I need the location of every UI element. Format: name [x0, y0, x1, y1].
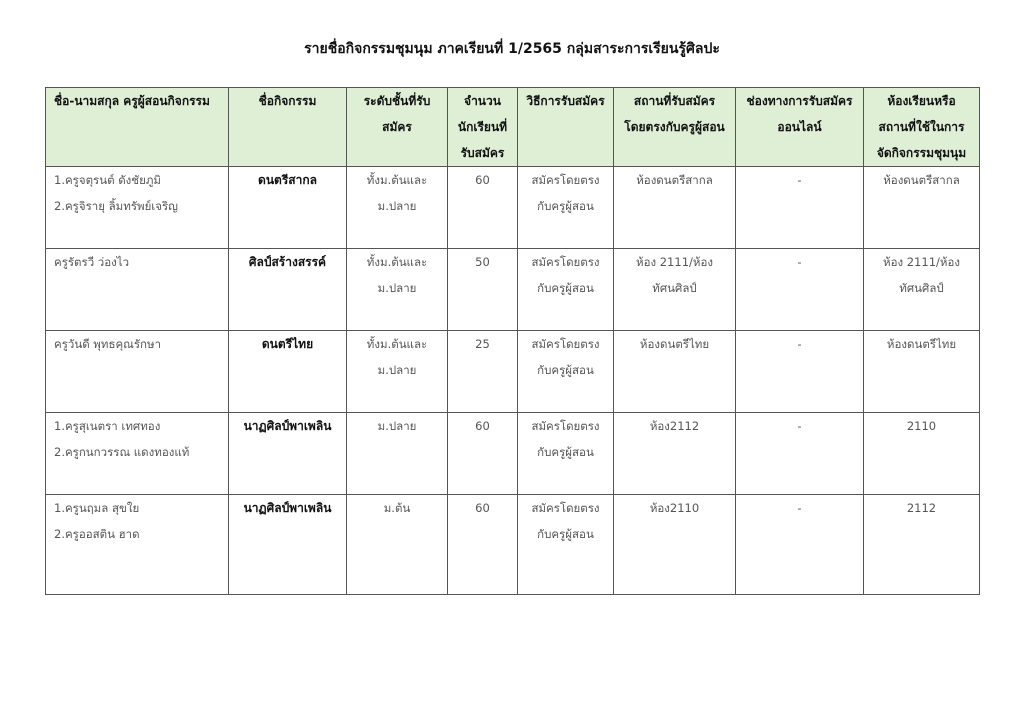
cell-online [736, 331, 864, 413]
cell-line: 25 [475, 337, 490, 351]
cell-line: ทัศนศิลป์ [899, 281, 944, 295]
cell-line: ม.ปลาย [377, 199, 417, 213]
cell-teacher [46, 167, 229, 249]
header-method [518, 88, 614, 167]
cell-teacher [46, 495, 229, 595]
cell-line: 1.ครูนฤมล สุขใย [54, 501, 140, 515]
cell-line: สมัครโดยตรง [531, 337, 600, 351]
header-room [864, 88, 980, 167]
cell-level [347, 331, 448, 413]
table-row [46, 167, 980, 249]
cell-activity [229, 249, 347, 331]
header-count [448, 88, 518, 167]
header-activity [229, 88, 347, 167]
header-venue [614, 88, 736, 167]
cell-line: ห้อง2112 [649, 419, 700, 433]
cell-room [864, 331, 980, 413]
cell-line: ห้องดนตรีไทย [639, 337, 710, 351]
cell-line: 60 [475, 501, 490, 515]
cell-activity [229, 167, 347, 249]
cell-level [347, 167, 448, 249]
cell-count [448, 249, 518, 331]
cell-line: ห้อง2110 [649, 501, 700, 515]
cell-teacher [46, 249, 229, 331]
cell-level [347, 249, 448, 331]
cell-venue [614, 167, 736, 249]
cell-activity [229, 495, 347, 595]
cell-online [736, 167, 864, 249]
activity-table [45, 87, 980, 595]
cell-line: ชื่อกิจกรรม [258, 94, 317, 108]
header-level [347, 88, 448, 167]
cell-line: 2.ครูจิรายุ ลิ้มทรัพย์เจริญ [54, 199, 178, 213]
cell-online [736, 249, 864, 331]
cell-line: 60 [475, 419, 490, 433]
cell-line: ม.ปลาย [377, 419, 417, 433]
header-online [736, 88, 864, 167]
table-row [46, 249, 980, 331]
cell-venue [614, 249, 736, 331]
cell-line: - [797, 501, 802, 515]
cell-line: สถานที่ใช้ในการ [878, 120, 965, 134]
cell-line: 1.ครูจตุรนต์ ดังชัยภูมิ [54, 173, 161, 187]
cell-count [448, 495, 518, 595]
cell-line: วิธีการรับสมัคร [526, 94, 605, 108]
header-teacher [46, 88, 229, 167]
cell-line: กับครูผู้สอน [537, 199, 594, 213]
cell-line: ห้อง 2111/ห้อง [635, 255, 713, 269]
cell-count [448, 331, 518, 413]
cell-line: ห้องเรียนหรือ [887, 94, 956, 108]
cell-line: ช่องทางการรับสมัคร [746, 94, 853, 108]
cell-line: สมัครโดยตรง [531, 255, 600, 269]
cell-line: กับครูผู้สอน [537, 363, 594, 377]
cell-line: ดนตรีไทย [261, 337, 314, 351]
cell-line: 2.ครูกนกวรรณ แดงทองแท้ [54, 445, 190, 459]
cell-venue [614, 413, 736, 495]
cell-line: นักเรียนที่ [457, 120, 508, 134]
cell-online [736, 413, 864, 495]
cell-method [518, 167, 614, 249]
cell-line: ห้อง 2111/ห้อง [882, 255, 960, 269]
cell-method [518, 495, 614, 595]
cell-line: - [797, 419, 802, 433]
cell-method [518, 413, 614, 495]
cell-line: ครูรัตรวี ว่องไว [54, 255, 130, 269]
cell-line: โดยตรงกับครูผู้สอน [624, 120, 725, 134]
cell-line: สมัครโดยตรง [531, 173, 600, 187]
cell-line: จัดกิจกรรมชุมนุม [876, 146, 967, 160]
cell-line: - [797, 337, 802, 351]
cell-line: ระดับชั้นที่รับ [363, 94, 431, 108]
cell-venue [614, 331, 736, 413]
cell-line: 50 [475, 255, 490, 269]
cell-line: 2.ครูออสติน ฮาด [54, 527, 140, 541]
cell-line: รับสมัคร [460, 146, 505, 160]
cell-line: ออนไลน์ [777, 120, 822, 134]
cell-room [864, 495, 980, 595]
cell-line: กับครูผู้สอน [537, 527, 594, 541]
cell-online [736, 495, 864, 595]
cell-method [518, 249, 614, 331]
cell-line: นาฏศิลป์พาเพลิน [243, 419, 332, 433]
cell-line: ทั้งม.ต้นและ [366, 337, 428, 351]
cell-level [347, 495, 448, 595]
cell-line: ชื่อ-นามสกุล ครูผู้สอนกิจกรรม [54, 94, 210, 108]
cell-line: ศิลป์สร้างสรรค์ [248, 255, 327, 269]
cell-line: - [797, 255, 802, 269]
cell-line: ม.ปลาย [377, 363, 417, 377]
cell-line: ม.ปลาย [377, 281, 417, 295]
cell-line: ทั้งม.ต้นและ [366, 255, 428, 269]
cell-line: 1.ครูสุเนตรา เทศทอง [54, 419, 161, 433]
cell-line: ห้องดนตรีสากล [636, 173, 713, 187]
document-title: รายชื่อกิจกรรมชุมนุม ภาคเรียนที่ 1/2565 กลุ่มสาระการเรียนรู้ศิลปะ [304, 41, 720, 57]
table-row [46, 413, 980, 495]
cell-level [347, 413, 448, 495]
cell-activity [229, 413, 347, 495]
cell-line: ดนตรีสากล [258, 173, 317, 187]
cell-line: ทัศนศิลป์ [652, 281, 697, 295]
cell-method [518, 331, 614, 413]
cell-activity [229, 331, 347, 413]
cell-line: - [797, 173, 802, 187]
table-row [46, 331, 980, 413]
table-header-row [46, 88, 980, 167]
cell-line: ห้องดนตรีสากล [883, 173, 960, 187]
cell-line: 2112 [906, 501, 937, 515]
cell-line: สมัคร [382, 120, 412, 134]
cell-venue [614, 495, 736, 595]
cell-line: นาฏศิลป์พาเพลิน [243, 501, 332, 515]
cell-line: สมัครโดยตรง [531, 501, 600, 515]
cell-line: กับครูผู้สอน [537, 281, 594, 295]
cell-teacher [46, 413, 229, 495]
cell-line: ม.ต้น [383, 501, 411, 515]
cell-line: สถานที่รับสมัคร [633, 94, 716, 108]
cell-line: สมัครโดยตรง [531, 419, 600, 433]
cell-room [864, 413, 980, 495]
cell-teacher [46, 331, 229, 413]
cell-room [864, 167, 980, 249]
cell-line: ครูวันดี พุทธคุณรักษา [54, 337, 162, 351]
cell-line: กับครูผู้สอน [537, 445, 594, 459]
cell-line: ทั้งม.ต้นและ [366, 173, 428, 187]
cell-line: 2110 [906, 419, 937, 433]
cell-count [448, 167, 518, 249]
cell-line: 60 [475, 173, 490, 187]
cell-room [864, 249, 980, 331]
cell-line: ห้องดนตรีไทย [886, 337, 957, 351]
cell-line: จำนวน [464, 94, 501, 108]
cell-count [448, 413, 518, 495]
table-row [46, 495, 980, 595]
